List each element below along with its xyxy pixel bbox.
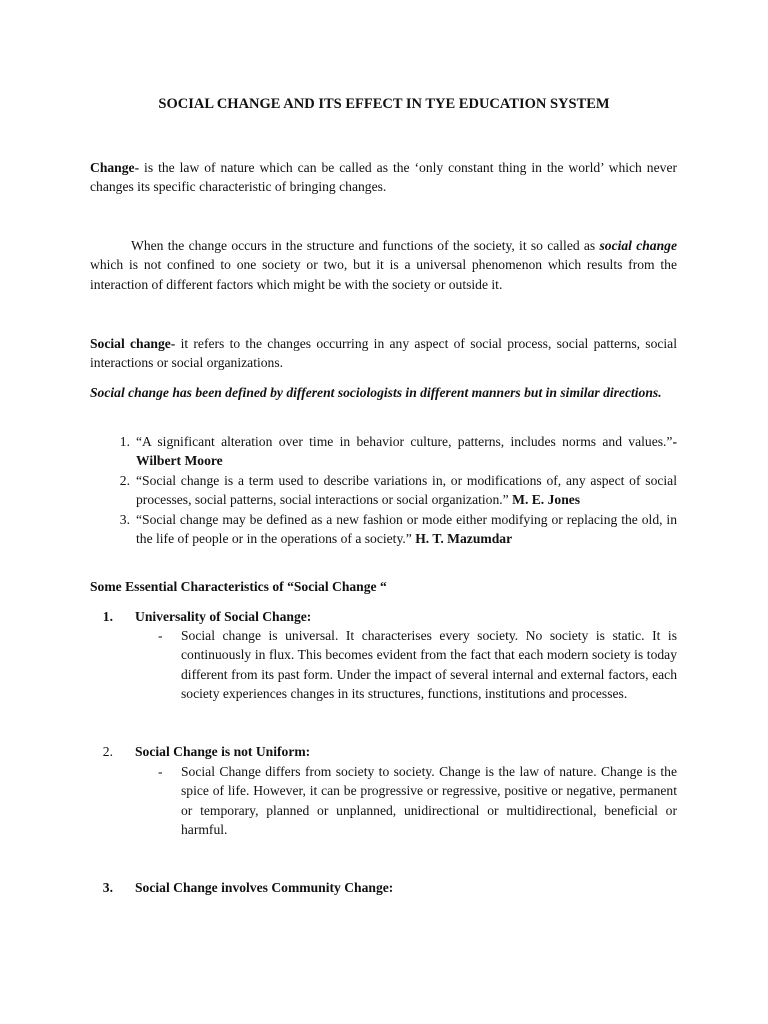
item-number: 3. (119, 511, 130, 527)
quote-author: M. E. Jones (512, 492, 581, 508)
section-text: Social Change differs from society to society. Change is the law of nature. Change is the spice of life. However, it can be progressive or regressive, positive or negative, permanent or temporary, planned or unplanned, unidirectional or multidirectional, beneficial or harmful. (181, 764, 677, 838)
quote-text: “Social change is a term used to describe variations in, or modifications of, any aspect of social processes, social patterns, social interactions or social organization.” (136, 472, 677, 508)
para2-after: which is not confined to one society or two, but it is a universal phenomenon which results from the interaction of different factors which might be with the society or outside it. (90, 257, 677, 292)
section-heading (90, 607, 677, 626)
intro-paragraph (90, 158, 677, 197)
section-number: 1. (102, 609, 113, 624)
item-number: 1. (119, 434, 130, 449)
definition-item (90, 510, 677, 549)
characteristics-heading: Some Essential Characteristics of “Social Change “ (90, 579, 387, 594)
definition-paragraph (90, 334, 677, 373)
definition-text: it refers to the changes occurring in any aspect of social process, social patterns, social interactions or social organizations. (90, 336, 677, 371)
section-heading (90, 742, 677, 761)
intro-text: is the law of nature which can be called as the ‘only constant thing in the world’ which never changes its specific characteristic of bringing changes. (90, 160, 677, 195)
quote-text: “A significant alteration over time in behavior culture, patterns, includes norms and values.” (136, 434, 673, 449)
social-change-paragraph (90, 236, 677, 294)
definition-item (90, 471, 677, 510)
intro-term: Change- (90, 160, 140, 175)
section-number: 3. (102, 880, 113, 895)
section-heading (90, 878, 677, 897)
section-title: Social Change is not Uniform: (135, 744, 311, 759)
section-text: Social change is universal. It characterises every society. No society is static. It is continuously in flux. This becomes evident from the fact that each modern society is today different from its past form. Under the impact of several internal and external factors, each society experiences changes in its structures, functions, institutions and processes. (181, 628, 677, 702)
definitions-list (90, 432, 677, 548)
quote-text: “Social change may be defined as a new fashion or mode either modifying or replacing the old, in the life of people or in the operations of a society.” (136, 511, 677, 547)
definition-term: Social change- (90, 336, 176, 351)
section-number: 2. (102, 744, 113, 759)
para2-before: When the change occurs in the structure and functions of the society, it so called as (131, 238, 600, 253)
section-title: Universality of Social Change: (135, 609, 312, 624)
page-title: SOCIAL CHANGE AND ITS EFFECT IN TYE EDUCATION SYSTEM (158, 96, 610, 112)
defined-heading: Social change has been defined by different sociologists in different manners but in similar directions. (90, 385, 662, 400)
item-number: 2. (119, 472, 130, 488)
para2-emphasis: social change (599, 238, 677, 253)
section-title: Social Change involves Community Change: (135, 880, 394, 895)
quote-author: -Wilbert Moore (136, 434, 677, 469)
dash-bullet: - (158, 628, 163, 643)
definition-item (90, 432, 677, 471)
dash-bullet: - (158, 764, 163, 779)
quote-author: H. T. Mazumdar (415, 531, 513, 547)
